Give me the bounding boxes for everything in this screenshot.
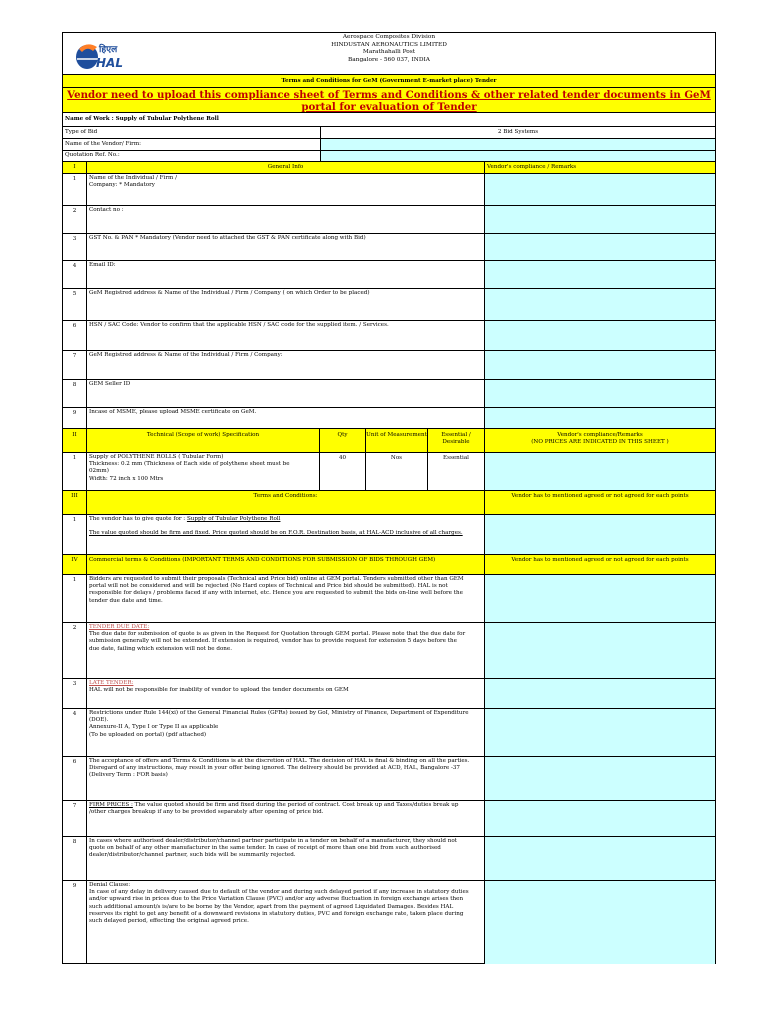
unit-value: Nos	[366, 453, 428, 490]
row-number: 2	[63, 623, 87, 678]
sheet-title: Terms and Conditions for GeM (Government E-market place) Tender	[63, 75, 715, 88]
general-info-row	[63, 321, 715, 351]
row-number: 8	[63, 837, 87, 880]
vendor-remarks-field[interactable]	[485, 380, 715, 407]
vendor-remarks-field[interactable]	[485, 408, 715, 428]
technical-item-row: 1 Supply of POLYTHENE ROLLS ( Tubular Form) Thickness: 0.2 mm (Thickness of Each side of polythene sheet must be 02mm) Width: 72 inch x 100 Mtrs 40 Nos Essential	[63, 453, 715, 491]
commercial-row	[63, 837, 715, 881]
vendor-name-label: Name of the Vendor/ Firm:	[63, 139, 321, 150]
commercial-clause: Denial Clause: In case of any delay in delivery caused due to default of the vendor and during such delayed period if any increase in statutory duties and/or upward rise in prices due to the Price Variation Clause (PVC) and/or any adverse fluctuation in foreign exchange arises then such additional amount/s is/are to be borne by the Vendor, apart from the payment of agreed Liquidated Damages. Besides HAL reserves its right to get any benefit of a downward revisions in statutory duties, PVC and foreign exchange rate, taken place during such delayed period, effecting the original agreed price.	[87, 881, 485, 964]
technical-spec: Supply of POLYTHENE ROLLS ( Tubular Form) Thickness: 0.2 mm (Thickness of Each side of polythene sheet must be 02mm) Width: 72 inch x 100 Mtrs	[87, 453, 320, 490]
commercial-row	[63, 757, 715, 801]
qty-value: 40	[320, 453, 366, 490]
commercial-clause: Bidders are requested to submit their proposals (Technical and Price bid) online at GEM portal. Tenders submitted other than GEM portal will not be considered and will be rejected (No Hard copies of Technical and Price bid should be submitted). HAL is not responsible for delays / problems faced if any with internet, etc. Hence you are requested to submit the bids on-line well before the tender due date and time.	[87, 575, 485, 622]
general-info-row	[63, 174, 715, 206]
section-commercial-header: IV Commercial terms & Conditions (IMPORTANT TERMS AND CONDITIONS FOR SUBMISSION OF BIDS THROUGH GEM) Vendor has to mentioned agreed or not agreed for each points	[63, 555, 715, 575]
vendor-remarks-field[interactable]	[485, 234, 715, 260]
row-number: 4	[63, 709, 87, 756]
commercial-row	[63, 709, 715, 757]
agreement-remarks-field[interactable]	[485, 837, 715, 880]
essential-value: Essential	[428, 453, 485, 490]
general-info-label: GEM Seller ID	[87, 380, 485, 407]
row-number: 5	[63, 289, 87, 320]
general-info-row	[63, 206, 715, 234]
commercial-clause: FIRM PRICES : The value quoted should be firm and fixed during the period of contract. Cost break up and Taxes/duties break up /other charges breakup if any to be provided separately after opening of price bid.	[87, 801, 485, 836]
row-number: 3	[63, 234, 87, 260]
section-general-info-header: I General Info Vendor's compliance / Remarks	[63, 162, 715, 174]
general-info-label: GeM Registred address & Name of the Individual / Firm / Company ( on which Order to be placed)	[87, 289, 485, 320]
quotation-label: Quotation Ref. No.:	[63, 151, 321, 161]
vendor-remarks-field[interactable]	[485, 351, 715, 379]
row-number: 6	[63, 321, 87, 350]
company-name: HINDUSTAN AERONAUTICS LIMITED	[331, 41, 447, 48]
letterhead	[63, 33, 715, 75]
type-of-bid-label: Type of Bid	[63, 127, 321, 138]
compliance-banner: Vendor need to upload this compliance sheet of Terms and Conditions & other related tender documents in GeM portal for evaluation of Tender	[63, 88, 715, 113]
row-number: 9	[63, 408, 87, 428]
vendor-remarks-field[interactable]	[485, 261, 715, 288]
row-number: 9	[63, 881, 87, 964]
general-info-row	[63, 261, 715, 289]
city-line: Bangalore - 560 037, INDIA	[348, 56, 430, 63]
general-info-row	[63, 234, 715, 261]
general-info-label: Contact no :	[87, 206, 485, 233]
general-info-label: HSN / SAC Code: Vendor to confirm that the applicable HSN / SAC code for the supplied item. / Services.	[87, 321, 485, 350]
agreement-remarks-field[interactable]	[485, 881, 715, 964]
agreement-remarks-field[interactable]	[485, 623, 715, 678]
compliance-sheet	[62, 32, 716, 964]
commercial-row	[63, 575, 715, 623]
address-line: Marathahalli Post	[362, 49, 416, 56]
agreement-remarks-field[interactable]	[485, 679, 715, 708]
division-name: Aerospace Composites Division	[342, 34, 436, 40]
row-number: 1	[63, 575, 87, 622]
type-of-bid-row	[63, 127, 715, 139]
general-info-row	[63, 289, 715, 321]
commercial-clause: LATE TENDER: HAL will not be responsible for inability of vendor to upload the tender documents on GEM	[87, 679, 485, 708]
section-terms-header: III Terms and Conditions: Vendor has to mentioned agreed or not agreed for each points	[63, 491, 715, 515]
agreement-remarks-field[interactable]	[485, 801, 715, 836]
agreement-remarks-field[interactable]	[485, 757, 715, 800]
vendor-remarks-field[interactable]	[485, 174, 715, 205]
vendor-remarks-field[interactable]	[485, 321, 715, 350]
vendor-remarks-field[interactable]	[485, 206, 715, 233]
row-number: 8	[63, 380, 87, 407]
vendor-name-row	[63, 139, 715, 151]
commercial-row	[63, 623, 715, 679]
commercial-row	[63, 881, 715, 964]
general-info-row	[63, 408, 715, 429]
commercial-clause: Restrictions under Rule 144(xi) of the General Financial Rules (GFRs) issued by GoI, Ministry of Finance, Department of Expenditure (DOE). Annexure-II A, Type I or Type II as applicable (To be uploaded on portal) (pdf attached)	[87, 709, 485, 756]
general-info-label: Email ID:	[87, 261, 485, 288]
general-info-row	[63, 380, 715, 408]
agreement-remarks-field[interactable]	[485, 575, 715, 622]
section-technical-header: II Technical (Scope of work) Specification Qty Unit of Measurement Essential / Desirable Vendor's compliance/Remarks (NO PRICES ARE INDICATED IN THIS SHEET )	[63, 429, 715, 453]
row-number: 7	[63, 351, 87, 379]
general-info-label: GeM Registred address & Name of the Individual / Firm / Company:	[87, 351, 485, 379]
commercial-clause: In cases where authorised dealer/distributor/channel partner participate in a tender on behalf of a manufacturer, they should not quote on behalf of any other manufacturer in the same tender. In case of receipt of more than one bid from such authorised dealer/distributor/channel partner, such bids will be summarily rejected.	[87, 837, 485, 880]
row-number: 4	[63, 261, 87, 288]
general-info-label: GST No. & PAN * Mandatory (Vendor need to attached the GST & PAN certificate along with Bid)	[87, 234, 485, 260]
commercial-row	[63, 679, 715, 709]
row-number: 2	[63, 206, 87, 233]
general-info-row	[63, 351, 715, 380]
svg-text:हिएल: हिएल	[99, 45, 118, 55]
agreement-remarks-field[interactable]	[485, 709, 715, 756]
technical-compliance-field[interactable]	[485, 453, 715, 490]
row-number: 7	[63, 801, 87, 836]
vendor-remarks-field[interactable]	[485, 289, 715, 320]
terms-item-row: 1 The vendor has to give quote for : Supply of Tubular Polythene Roll The value quoted should be firm and fixed. Price quoted should be on F.O.R. Destination basis, at HAL-ACD inclusive of all charges.	[63, 515, 715, 555]
type-of-bid-value: 2 Bid Systems	[497, 129, 539, 135]
general-info-label: Incase of MSME, please upload MSME certificate on GeM.	[87, 408, 485, 428]
commercial-clause: TENDER DUE DATE: The due date for submission of quote is as given in the Request for Quotation through GEM portal. Please note that the due date for submission generally will not be extended. If extension is required, vendor has to provide request for extension 5 days before the due date, failing which extension will not be done.	[87, 623, 485, 678]
quotation-field[interactable]	[321, 151, 715, 161]
vendor-name-field[interactable]	[321, 139, 715, 150]
row-number: 6	[63, 757, 87, 800]
name-of-work: Name of Work : Supply of Tubular Polythene Roll	[63, 113, 715, 127]
terms-compliance-field[interactable]	[485, 515, 715, 554]
general-info-label: Name of the Individual / Firm / Company: * Mandatory	[87, 174, 485, 205]
commercial-clause: The acceptance of offers and Terms & Conditions is at the discretion of HAL. The decision of HAL is final & binding on all the parties. Disregard of any instructions, may result in your offer being ignored. The delivery should be provided at ACD, HAL, Bangalore -37 (Delivery Term : FOR basis)	[87, 757, 485, 800]
commercial-row	[63, 801, 715, 837]
svg-text:HAL: HAL	[96, 56, 123, 70]
quotation-row	[63, 151, 715, 162]
row-number: 1	[63, 174, 87, 205]
row-number: 3	[63, 679, 87, 708]
